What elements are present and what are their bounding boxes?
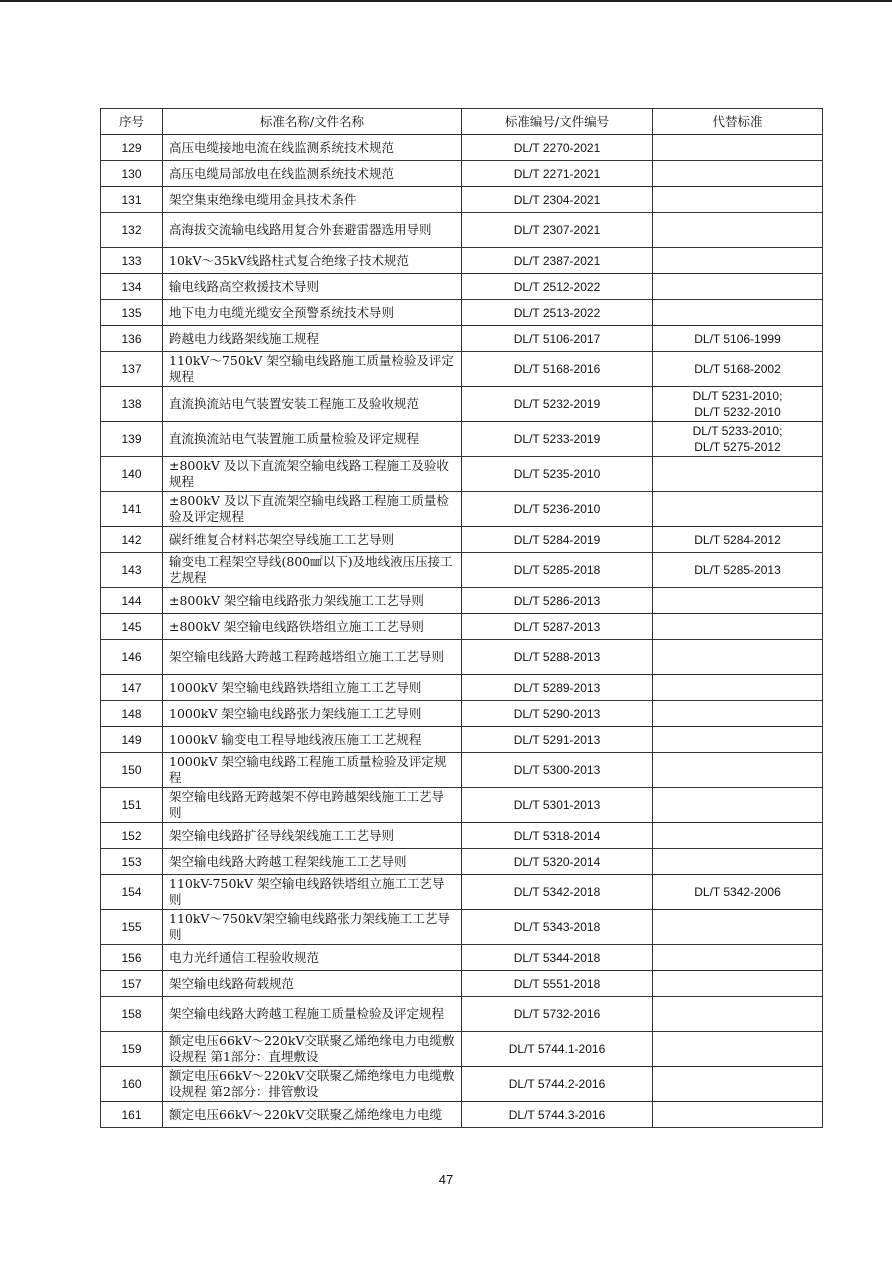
row-name: 高压电缆局部放电在线监测系统技术规范 — [163, 161, 462, 187]
row-replaces: DL/T 5106-1999 — [653, 326, 823, 352]
row-index: 145 — [101, 614, 163, 640]
table-row — [101, 248, 823, 274]
row-code: DL/T 5744.2-2016 — [462, 1067, 653, 1102]
header-code: 标准编号/文件编号 — [462, 109, 653, 135]
row-name: 额定电压66kV～220kV交联聚乙烯绝缘电力电缆敷设规程 第1部分：直埋敷设 — [163, 1032, 462, 1067]
row-replaces — [653, 1067, 823, 1102]
row-code: DL/T 5288-2013 — [462, 640, 653, 675]
header-replaces: 代替标准 — [653, 109, 823, 135]
row-index: 157 — [101, 971, 163, 997]
row-index: 149 — [101, 727, 163, 753]
table-row — [101, 1102, 823, 1128]
row-index: 139 — [101, 422, 163, 457]
row-name: 输变电工程架空导线(800㎟以下)及地线液压压接工艺规程 — [163, 553, 462, 588]
row-code: DL/T 5289-2013 — [462, 675, 653, 701]
row-index: 154 — [101, 875, 163, 910]
row-index: 135 — [101, 300, 163, 326]
row-code: DL/T 5343-2018 — [462, 910, 653, 945]
row-index: 136 — [101, 326, 163, 352]
row-name: 架空输电线路大跨越工程跨越塔组立施工工艺导则 — [163, 640, 462, 675]
row-name: 额定电压66kV～220kV交联聚乙烯绝缘电力电缆敷设规程 第2部分：排管敷设 — [163, 1067, 462, 1102]
row-replaces — [653, 910, 823, 945]
table-row — [101, 753, 823, 788]
row-replaces: DL/T 5342-2006 — [653, 875, 823, 910]
row-index: 150 — [101, 753, 163, 788]
row-index: 132 — [101, 213, 163, 248]
row-name: 1000kV 架空输电线路张力架线施工工艺导则 — [163, 701, 462, 727]
table-row — [101, 588, 823, 614]
row-index: 148 — [101, 701, 163, 727]
table-row — [101, 788, 823, 823]
table-row — [101, 187, 823, 213]
row-replaces — [653, 248, 823, 274]
row-replaces — [653, 457, 823, 492]
table-row — [101, 997, 823, 1032]
row-name: 高海拔交流输电线路用复合外套避雷器选用导则 — [163, 213, 462, 248]
row-name: 地下电力电缆光缆安全预警系统技术导则 — [163, 300, 462, 326]
row-name: 输电线路高空救援技术导则 — [163, 274, 462, 300]
row-name: 架空输电线路大跨越工程施工质量检验及评定规程 — [163, 997, 462, 1032]
row-name: ±800kV 及以下直流架空输电线路工程施工及验收规程 — [163, 457, 462, 492]
row-replaces — [653, 161, 823, 187]
row-name: 1000kV 输变电工程导地线液压施工工艺规程 — [163, 727, 462, 753]
row-index: 146 — [101, 640, 163, 675]
row-index: 134 — [101, 274, 163, 300]
row-name: 架空输电线路扩径导线架线施工工艺导则 — [163, 823, 462, 849]
row-name: 架空集束绝缘电缆用金具技术条件 — [163, 187, 462, 213]
row-name: 110kV～750kV 架空输电线路施工质量检验及评定规程 — [163, 352, 462, 387]
row-code: DL/T 2512-2022 — [462, 274, 653, 300]
row-replaces — [653, 849, 823, 875]
header-index: 序号 — [101, 109, 163, 135]
table-row — [101, 1032, 823, 1067]
row-index: 155 — [101, 910, 163, 945]
table-row — [101, 422, 823, 457]
row-code: DL/T 5285-2018 — [462, 553, 653, 588]
row-index: 160 — [101, 1067, 163, 1102]
row-index: 147 — [101, 675, 163, 701]
page-number: 47 — [438, 1172, 454, 1187]
row-replaces — [653, 727, 823, 753]
table-row — [101, 213, 823, 248]
row-index: 138 — [101, 387, 163, 422]
row-name: 额定电压66kV～220kV交联聚乙烯绝缘电力电缆 — [163, 1102, 462, 1128]
row-name: 架空输电线路荷载规范 — [163, 971, 462, 997]
row-code: DL/T 5318-2014 — [462, 823, 653, 849]
row-replaces — [653, 213, 823, 248]
row-code: DL/T 2387-2021 — [462, 248, 653, 274]
row-replaces — [653, 492, 823, 527]
table-row — [101, 823, 823, 849]
table-row — [101, 640, 823, 675]
row-code: DL/T 5236-2010 — [462, 492, 653, 527]
row-replaces — [653, 788, 823, 823]
table-header-row — [101, 109, 823, 135]
table-row — [101, 274, 823, 300]
row-replaces — [653, 614, 823, 640]
row-code: DL/T 5551-2018 — [462, 971, 653, 997]
row-index: 144 — [101, 588, 163, 614]
table-row — [101, 849, 823, 875]
row-code: DL/T 2304-2021 — [462, 187, 653, 213]
row-replaces — [653, 675, 823, 701]
table-row — [101, 875, 823, 910]
row-code: DL/T 5744.3-2016 — [462, 1102, 653, 1128]
row-replaces — [653, 1102, 823, 1128]
row-index: 141 — [101, 492, 163, 527]
table-row — [101, 387, 823, 422]
row-name: 直流换流站电气装置施工质量检验及评定规程 — [163, 422, 462, 457]
header-name: 标准名称/文件名称 — [163, 109, 462, 135]
table-row — [101, 971, 823, 997]
row-replaces: DL/T 5168-2002 — [653, 352, 823, 387]
table-row — [101, 352, 823, 387]
row-replaces — [653, 971, 823, 997]
row-code: DL/T 5342-2018 — [462, 875, 653, 910]
row-replaces — [653, 640, 823, 675]
table-row — [101, 675, 823, 701]
row-index: 152 — [101, 823, 163, 849]
row-name: 跨越电力线路架线施工规程 — [163, 326, 462, 352]
row-code: DL/T 2270-2021 — [462, 135, 653, 161]
table-row — [101, 614, 823, 640]
row-index: 131 — [101, 187, 163, 213]
row-name: 直流换流站电气装置安装工程施工及验收规范 — [163, 387, 462, 422]
row-name: 架空输电线路大跨越工程架线施工工艺导则 — [163, 849, 462, 875]
row-code: DL/T 5300-2013 — [462, 753, 653, 788]
row-code: DL/T 2307-2021 — [462, 213, 653, 248]
row-code: DL/T 5284-2019 — [462, 527, 653, 553]
table-row — [101, 492, 823, 527]
row-index: 137 — [101, 352, 163, 387]
row-replaces — [653, 753, 823, 788]
table-row — [101, 1067, 823, 1102]
row-name: 电力光纤通信工程验收规范 — [163, 945, 462, 971]
row-replaces — [653, 187, 823, 213]
table-row — [101, 727, 823, 753]
row-replaces — [653, 300, 823, 326]
row-code: DL/T 5232-2019 — [462, 387, 653, 422]
row-code: DL/T 5168-2016 — [462, 352, 653, 387]
table-row — [101, 701, 823, 727]
row-code: DL/T 5320-2014 — [462, 849, 653, 875]
row-code: DL/T 5286-2013 — [462, 588, 653, 614]
row-code: DL/T 5290-2013 — [462, 701, 653, 727]
table-row — [101, 300, 823, 326]
row-index: 159 — [101, 1032, 163, 1067]
standards-table — [100, 108, 823, 1128]
row-index: 156 — [101, 945, 163, 971]
row-code: DL/T 5233-2019 — [462, 422, 653, 457]
row-replaces: DL/T 5285-2013 — [653, 553, 823, 588]
row-name: ±800kV 架空输电线路铁塔组立施工工艺导则 — [163, 614, 462, 640]
row-replaces: DL/T 5284-2012 — [653, 527, 823, 553]
table-row — [101, 135, 823, 161]
row-index: 130 — [101, 161, 163, 187]
row-name: 110kV-750kV 架空输电线路铁塔组立施工工艺导则 — [163, 875, 462, 910]
row-name: 110kV～750kV架空输电线路张力架线施工工艺导则 — [163, 910, 462, 945]
row-replaces — [653, 135, 823, 161]
row-replaces — [653, 997, 823, 1032]
row-index: 151 — [101, 788, 163, 823]
table-row — [101, 457, 823, 492]
row-code: DL/T 5744.1-2016 — [462, 1032, 653, 1067]
table-row — [101, 527, 823, 553]
row-replaces — [653, 1032, 823, 1067]
row-replaces: DL/T 5233-2010; DL/T 5275-2012 — [653, 422, 823, 457]
row-name: ±800kV 及以下直流架空输电线路工程施工质量检验及评定规程 — [163, 492, 462, 527]
table-row — [101, 326, 823, 352]
table-body — [101, 135, 823, 1128]
table-row — [101, 910, 823, 945]
row-code: DL/T 2271-2021 — [462, 161, 653, 187]
row-code: DL/T 5732-2016 — [462, 997, 653, 1032]
row-name: 10kV～35kV线路柱式复合绝缘子技术规范 — [163, 248, 462, 274]
row-index: 161 — [101, 1102, 163, 1128]
row-name: 1000kV 架空输电线路工程施工质量检验及评定规程 — [163, 753, 462, 788]
row-index: 158 — [101, 997, 163, 1032]
table-row — [101, 161, 823, 187]
row-code: DL/T 5344-2018 — [462, 945, 653, 971]
row-code: DL/T 5287-2013 — [462, 614, 653, 640]
row-replaces — [653, 701, 823, 727]
row-name: 高压电缆接地电流在线监测系统技术规范 — [163, 135, 462, 161]
row-code: DL/T 5301-2013 — [462, 788, 653, 823]
row-code: DL/T 5291-2013 — [462, 727, 653, 753]
row-name: 碳纤维复合材料芯架空导线施工工艺导则 — [163, 527, 462, 553]
top-rule — [0, 0, 892, 2]
row-index: 129 — [101, 135, 163, 161]
row-index: 143 — [101, 553, 163, 588]
row-index: 153 — [101, 849, 163, 875]
row-index: 142 — [101, 527, 163, 553]
row-replaces — [653, 945, 823, 971]
row-name: ±800kV 架空输电线路张力架线施工工艺导则 — [163, 588, 462, 614]
row-index: 140 — [101, 457, 163, 492]
table-row — [101, 553, 823, 588]
row-replaces: DL/T 5231-2010; DL/T 5232-2010 — [653, 387, 823, 422]
row-code: DL/T 2513-2022 — [462, 300, 653, 326]
row-index: 133 — [101, 248, 163, 274]
row-name: 1000kV 架空输电线路铁塔组立施工工艺导则 — [163, 675, 462, 701]
row-code: DL/T 5235-2010 — [462, 457, 653, 492]
row-replaces — [653, 823, 823, 849]
row-code: DL/T 5106-2017 — [462, 326, 653, 352]
row-name: 架空输电线路无跨越架不停电跨越架线施工工艺导则 — [163, 788, 462, 823]
table-row — [101, 945, 823, 971]
row-replaces — [653, 274, 823, 300]
row-replaces — [653, 588, 823, 614]
